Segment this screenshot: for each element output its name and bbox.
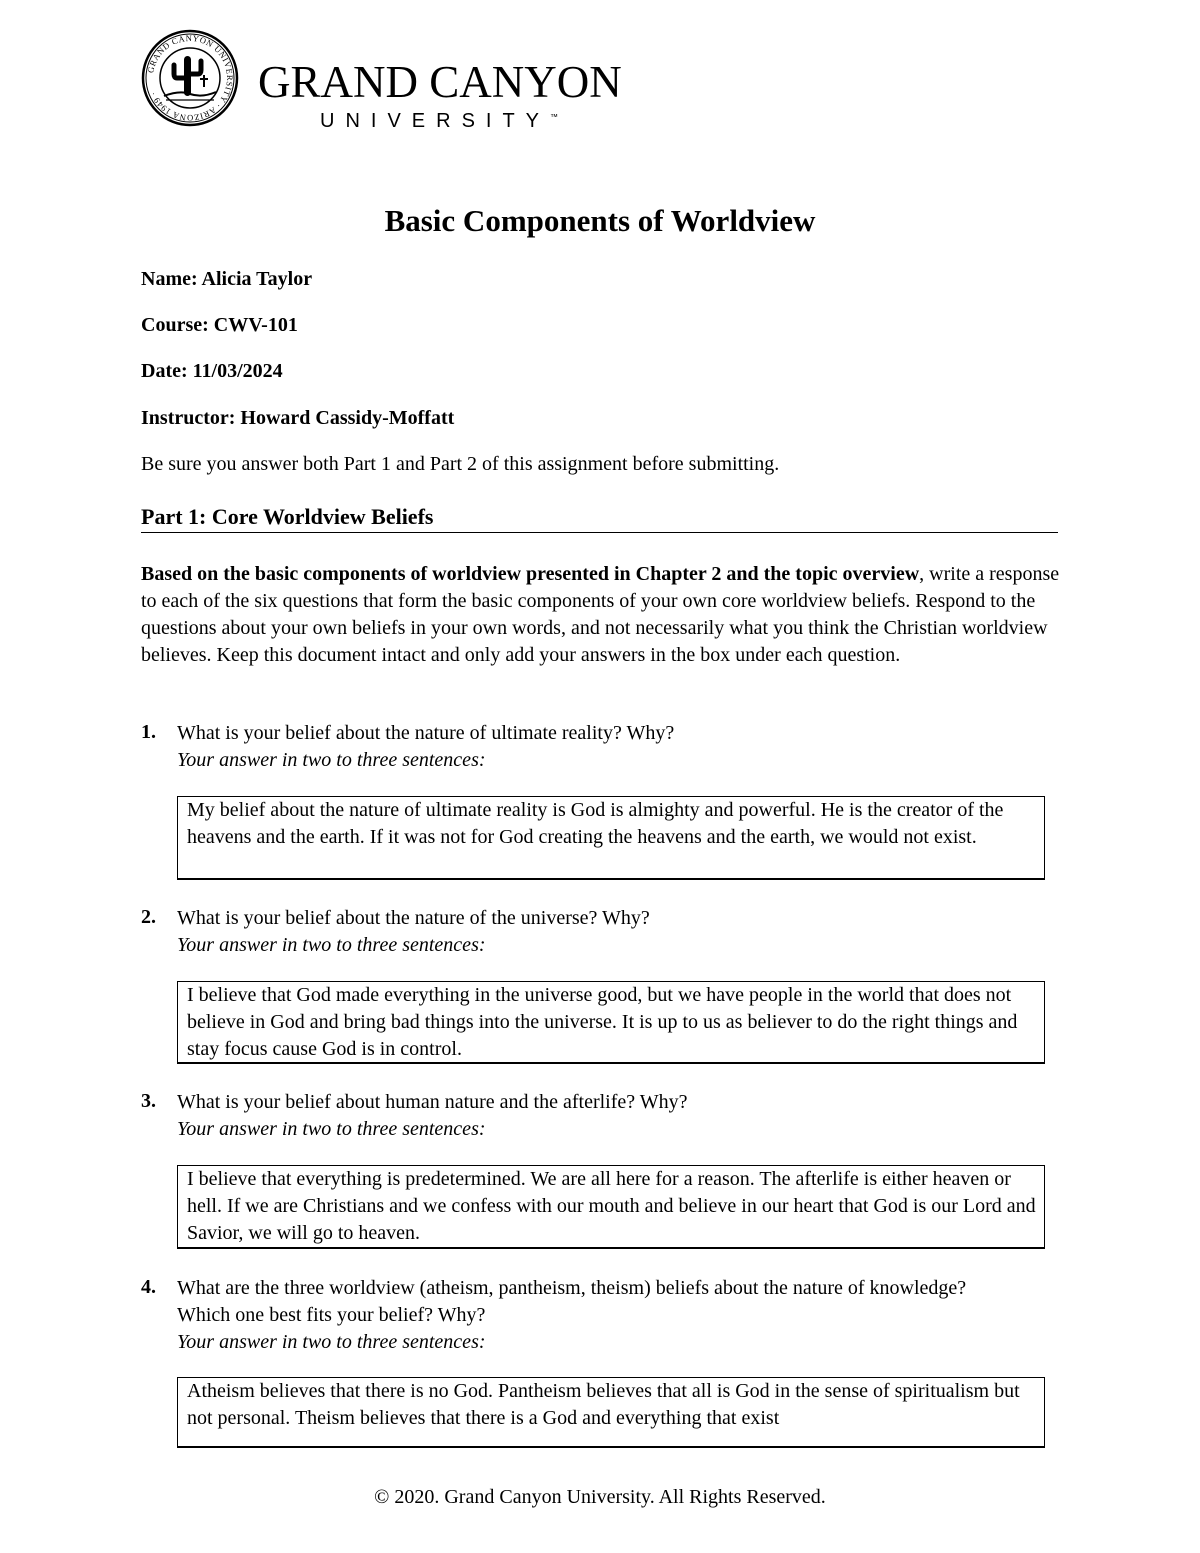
- intro-bold: Based on the basic components of worldview presented in Chapter 2 and the topic overview: [141, 563, 920, 585]
- part1-intro: [141, 561, 1061, 669]
- svg-text:GRAND CANYON UNIVERSITY · ARIZ: GRAND CANYON UNIVERSITY · ARIZONA 1949 ·: [145, 32, 236, 124]
- question-text: What is your belief about the nature of ultimate reality? Why?: [177, 722, 675, 744]
- answer-prompt: Your answer in two to three sentences:: [177, 1331, 486, 1353]
- university-seal-icon: [140, 28, 240, 128]
- copyright-footer: © 2020. Grand Canyon University. All Rights Reserved.: [374, 1486, 826, 1508]
- intro-rest: , write a response to each of the six questions that form the basic components of your own core worldview beliefs. Respond to the questions about your own beliefs in your own words, and not necessarily what you think the Christian worldview believes. Keep this document intact and only add your answers in the box under each question.: [141, 563, 1060, 666]
- question-1: [177, 720, 1057, 774]
- question-3: [177, 1089, 1057, 1143]
- answer-prompt: Your answer in two to three sentences:: [177, 934, 486, 956]
- question-text: What is your belief about human nature and the afterlife? Why?: [177, 1091, 688, 1113]
- part1-heading: Part 1: Core Worldview Beliefs: [141, 504, 1058, 533]
- answer-prompt: Your answer in two to three sentences:: [177, 1118, 486, 1140]
- university-logo: [140, 28, 620, 132]
- course: Course: CWV-101: [141, 314, 298, 336]
- question-number: 4.: [141, 1276, 156, 1298]
- answer-box-2[interactable]: I believe that God made everything in the universe good, but we have people in the world that does not believe in God and bring bad things into the universe. It is up to us as believer to do the right things and stay focus cause God is in control.: [177, 981, 1045, 1064]
- question-2: [177, 905, 1057, 959]
- question-number: 2.: [141, 906, 156, 928]
- answer-prompt: Your answer in two to three sentences:: [177, 749, 486, 771]
- answer-box-3[interactable]: I believe that everything is predetermined. We are all here for a reason. The afterlife is either heaven or hell. If we are Christians and we confess with our mouth and believe in our heart that God is our Lord and Savior, we will go to heaven.: [177, 1165, 1045, 1249]
- date: Date: 11/03/2024: [141, 360, 283, 382]
- page-title: Basic Components of Worldview: [384, 203, 816, 238]
- question-text: What are the three worldview (atheism, pantheism, theism) beliefs about the nature of knowledge? Which one best fits your belief? Why?: [177, 1277, 967, 1326]
- answer-box-4[interactable]: Atheism believes that there is no God. Pantheism believes that all is God in the sense of spiritualism but not personal. Theism believes that there is a God and everything that exist: [177, 1377, 1045, 1448]
- question-4: [177, 1275, 1007, 1356]
- wordmark: GRAND CANYON: [258, 57, 622, 107]
- question-text: What is your belief about the nature of the universe? Why?: [177, 907, 650, 929]
- instruction-text: Be sure you answer both Part 1 and Part 2 of this assignment before submitting.: [141, 453, 780, 475]
- wordmark-sub: UNIVERSITY™: [320, 110, 559, 132]
- answer-box-1[interactable]: My belief about the nature of ultimate reality is God is almighty and powerful. He is the creator of the heavens and the earth. If it was not for God creating the heavens and the earth, we would not exist.: [177, 796, 1045, 880]
- question-number: 1.: [141, 721, 156, 743]
- student-name: Name: Alicia Taylor: [141, 268, 313, 290]
- instructor: Instructor: Howard Cassidy-Moffatt: [141, 407, 455, 429]
- question-number: 3.: [141, 1090, 156, 1112]
